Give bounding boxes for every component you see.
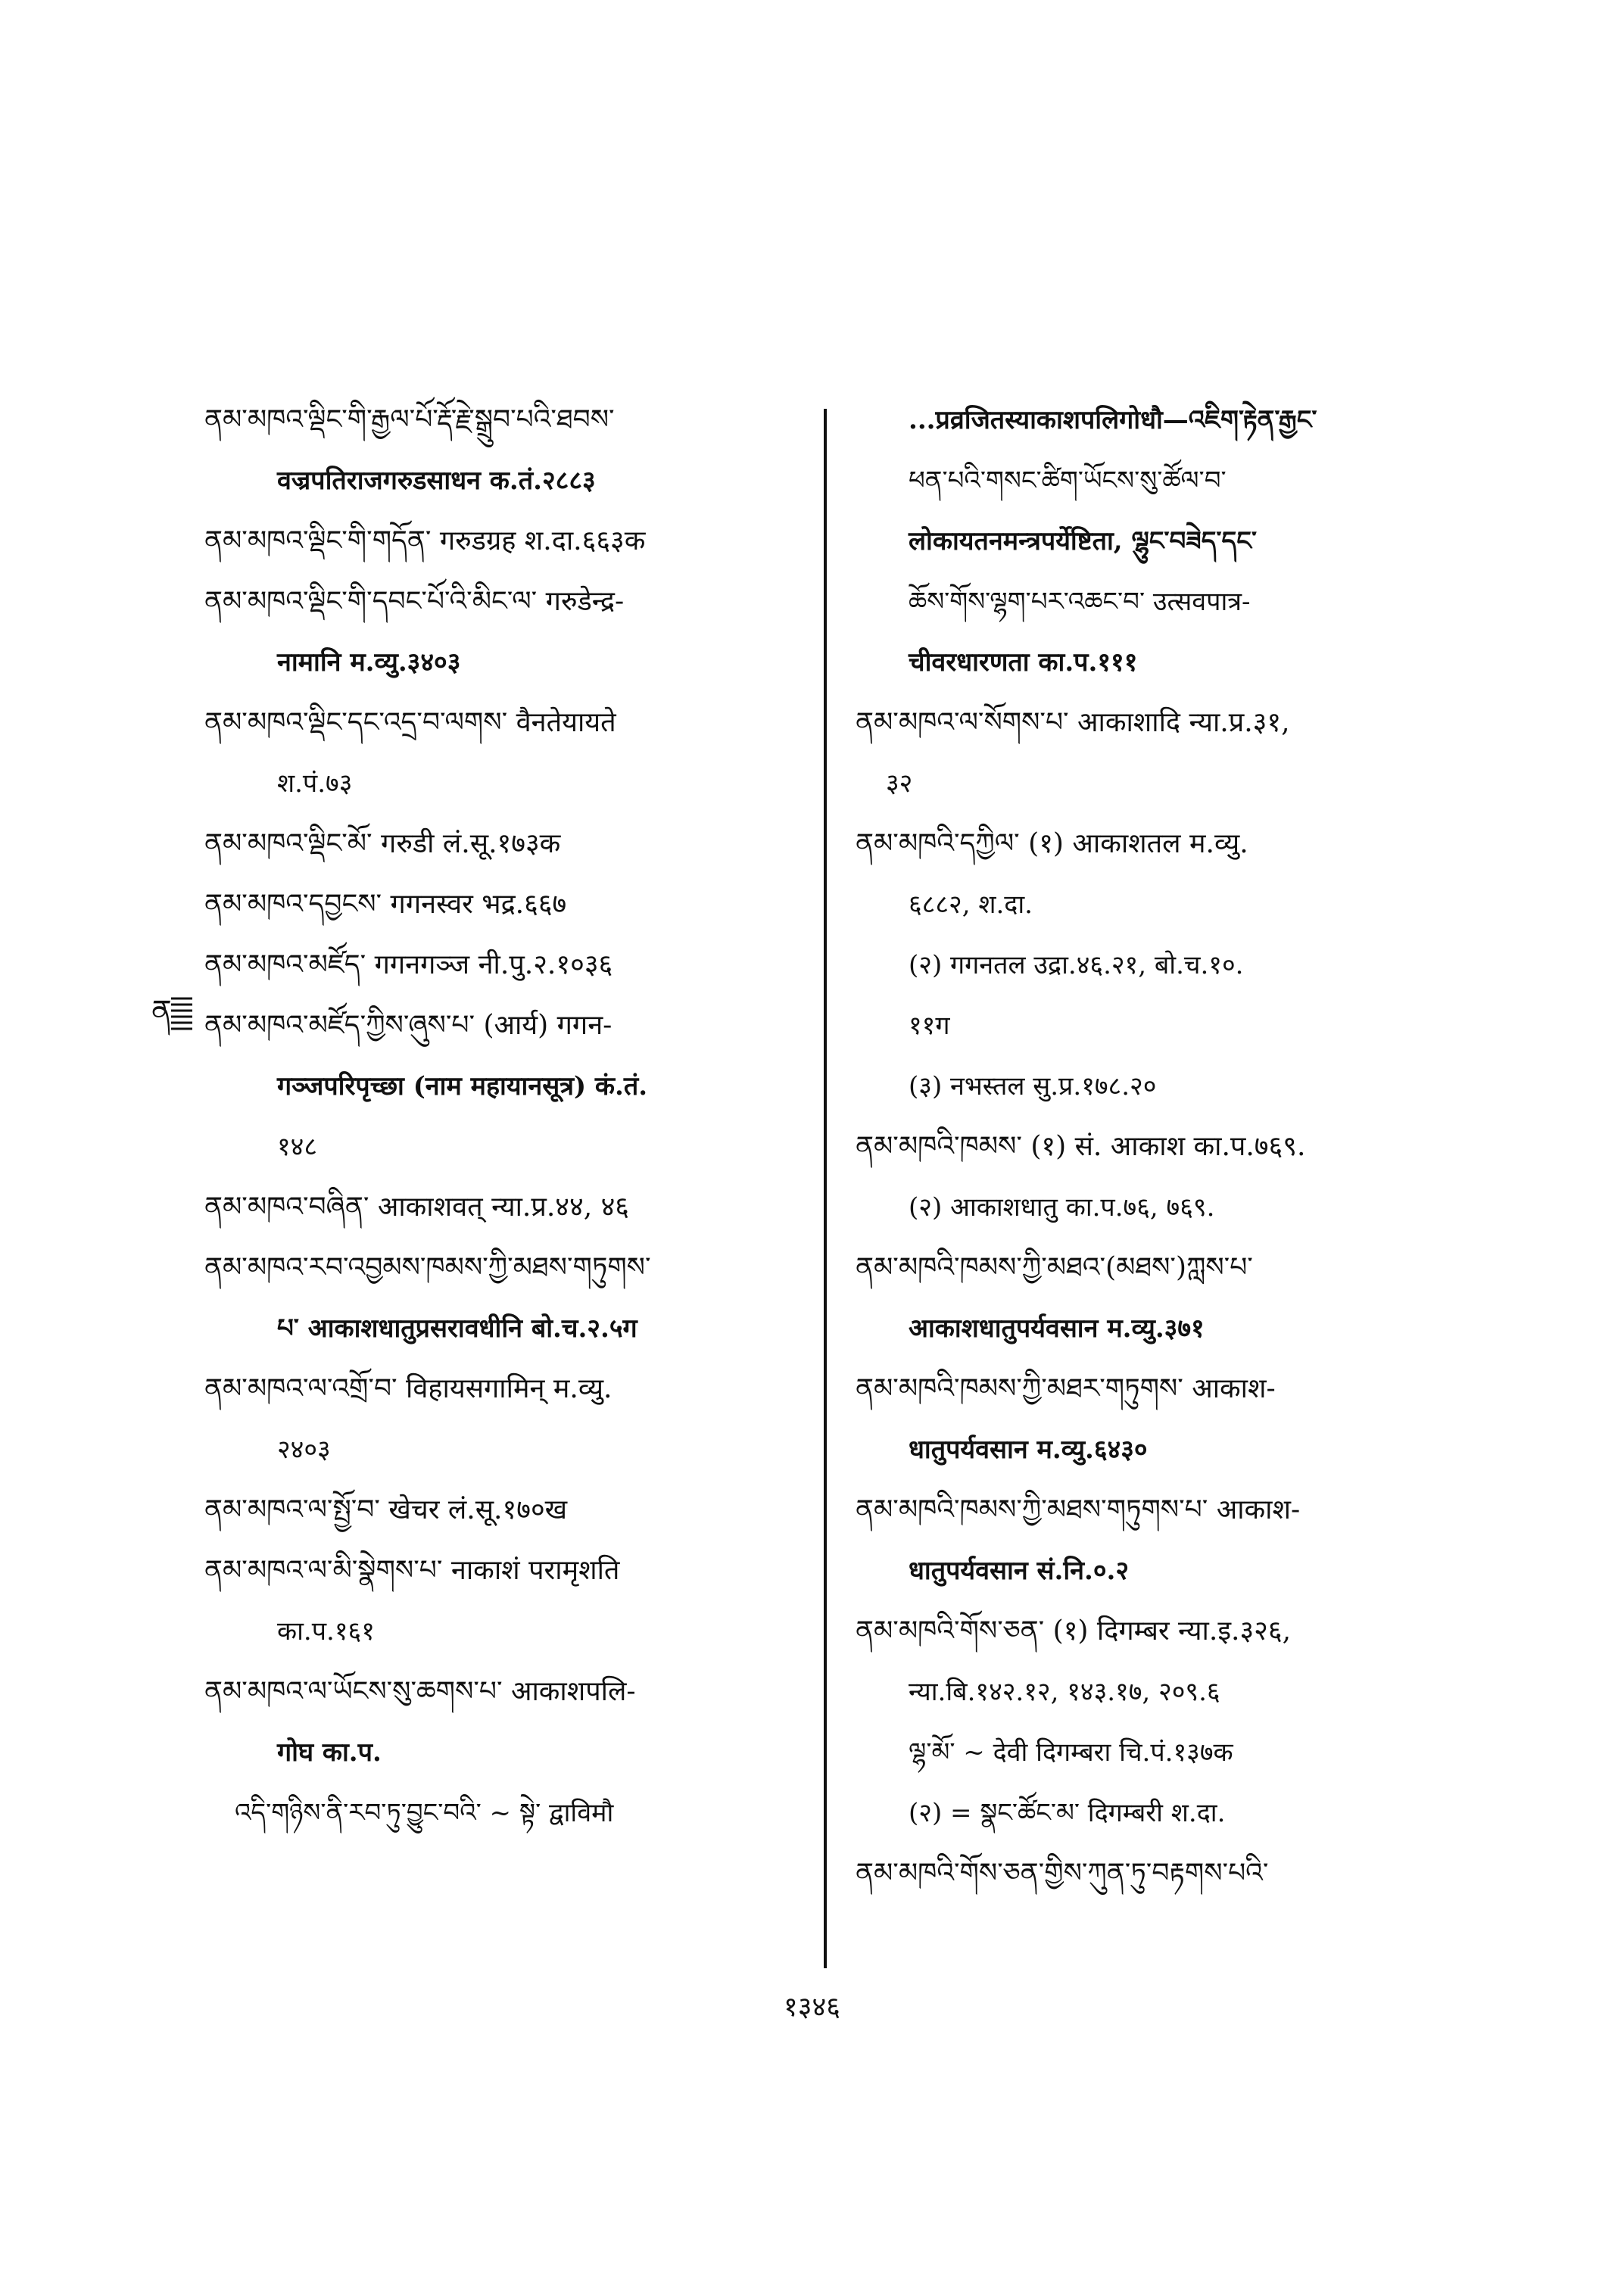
dictionary-line: (२) = སྣང་ཚོང་མ་ दिगम्बरी श.दा. [909,1798,1226,1828]
dictionary-line: आकाशधातुपर्यवसान म.व्यु.३७१ [909,1313,1205,1344]
dictionary-line: འདི་གཉིས་ནི་རབ་ཏུ་བྱུང་བའི་ ~ སྟེ་ द्वाविमौ [235,1798,614,1828]
dictionary-line: ནམ་མཁའ་ལྡིང་དང་འདྲ་བ་ལགས་ वैनतेयायते [204,707,616,738]
dictionary-line: ལྷ་མོ་ ~ देवी दिगम्बरा चि.पं.१३७क [909,1737,1233,1768]
dictionary-line: गञ्जपरिपृच्छा (नाम महायानसूत्र) कं.तं. [277,1071,648,1101]
dictionary-line: ཆོས་གོས་ལྷག་པར་འཆང་བ་ उत्सवपात्र- [909,587,1251,617]
page-number: १३४६ [784,1992,840,2023]
dictionary-line: (३) नभस्तल सु.प्र.१७८.२० [909,1071,1157,1101]
dictionary-line: का.प.१६१ [277,1616,375,1647]
dictionary-line: २४०३ [277,1435,331,1465]
right-column [856,390,1476,1904]
dictionary-line: १४८ [277,1132,318,1162]
margin-thumb-index-mark [151,988,194,1041]
dictionary-line: (२) आकाशधातु का.प.७६, ७६९. [909,1192,1215,1223]
dictionary-line: ནམ་མཁའི་ཁམས་ཀྱི་མཐས་གཏུགས་པ་ आकाश- [856,1494,1301,1525]
dictionary-line: वज्रपतिराजगरुडसाधन क.तं.२८८३ [277,466,596,496]
dictionary-line: ३२ [886,768,913,799]
dictionary-line: ནམ་མཁའ་ལ་སོགས་པ་ आकाशादि न्या.प्र.३१, [856,707,1290,738]
dictionary-line: श.पं.७३ [277,768,353,799]
dictionary-line: ནམ་མཁའ་བཞིན་ आकाशवत् न्या.प्र.४४, ४६ [204,1192,630,1223]
left-column [204,390,825,1843]
dictionary-line: ६८८२, श.दा. [909,889,1033,920]
dictionary-line: धातुपर्यवसान म.व्यु.६४३० [909,1435,1148,1465]
dictionary-line: ནམ་མཁའི་ཁམས་ (१) सं. आकाश का.प.७६९. [856,1131,1306,1162]
dictionary-line: गोघ का.प. [277,1737,382,1768]
dictionary-line: चीवरधारणता का.प.१११ [909,647,1138,678]
dictionary-line: धातुपर्यवसान सं.नि.०.२ [909,1556,1130,1586]
dictionary-line: ནམ་མཁའ་རབ་འབྱམས་ཁམས་ཀྱི་མཐས་གཏུགས་ [204,1252,651,1283]
dictionary-line: ནམ་མཁའི་དཀྱིལ་ (१) आकाशतल म.व्यु. [856,828,1248,859]
column-divider [824,409,827,1968]
dictionary-line: ནམ་མཁའ་ལ་འགྲོ་བ་ विहायसगामिन् म.व्यु. [204,1373,613,1404]
dictionary-line: ནམ་མཁའ་ལྡིང་མོ་ गरुडी लं.सू.१७३क [204,828,561,859]
dictionary-line: लोकायतनमन्त्रपर्येष्टिता, ལྷུང་བཟེད་དང་ [909,526,1257,556]
dictionary-line: ནམ་མཁའི་ཁམས་ཀྱི་མཐའ་(མཐས་)ཀླས་པ་ [856,1252,1253,1283]
dictionary-line: ནམ་མཁའ་ལྡིང་གི་དབང་པོ་འི་མིང་ལ་ गरुडेन्द्र- [204,586,625,617]
dictionary-line: ནམ་མཁའ་ལྡིང་གི་རྒྱལ་པོ་རྡོ་རྗེ་སྒྲུབ་པའི་ཐབས་ [204,404,615,435]
dictionary-line: ནམ་མཁའ་ལ་ཡོངས་སུ་ཆགས་པ་ आकाशपलि- [204,1676,636,1707]
dictionary-line: ནམ་མཁའ་ལྡིང་གི་གདོན་ गरुडग्रह श.दा.६६३क [204,525,646,556]
dictionary-line: ནམ་མཁའི་ཁམས་ཀྱི་མཐར་གཏུགས་ आकाश- [856,1373,1276,1404]
dictionary-line: ११ग [909,1011,950,1041]
dictionary-line: ནམ་མཁའ་མཛོད་ गगनगञ्ज नी.पु.२.१०३६ [204,949,613,980]
svg-text:ན: ན [151,994,172,1029]
dictionary-line: ནམ་མཁའི་གོས་ཅན་གྱིས་ཀུན་ཏུ་བརྟགས་པའི་ [856,1858,1269,1889]
dictionary-line: ཕན་པའི་གསང་ཚིག་ཡོངས་སུ་ཚོལ་བ་ [909,466,1227,496]
dictionary-line: नामानि म.व्यु.३४०३ [277,647,461,678]
dictionary-line: ནམ་མཁའ་ལ་མི་སྣེགས་པ་ नाकाशं परामृशति [204,1555,620,1586]
dictionary-line: པ་ आकाशधातुप्रसरावधीनि बो.च.२.५ग [277,1313,637,1344]
dictionary-line: (२) गगनतल उद्रा.४६.२१, बो.च.१०. [909,950,1244,980]
dictionary-line: ནམ་མཁའ་དབྱངས་ गगनस्वर भद्र.६६७ [204,889,567,920]
dictionary-line: ནམ་མཁའ་ལ་སྤྱོ་བ་ खेचर लं.सू.१७०ख [204,1494,568,1525]
dictionary-line: ནམ་མཁའི་གོས་ཅན་ (१) दिगम्बर न्या.इ.३२६, [856,1615,1292,1647]
dictionary-line: ནམ་མཁའ་མཛོད་ཀྱིས་ཞུས་པ་ (आर्य) गगन- [204,1010,613,1041]
dictionary-line: ...प्रव्रजितस्याकाशपलिगोधौ—འཇིག་རྟེན་རྒྱང་ [909,405,1317,435]
dictionary-line: न्या.बि.१४२.१२, १४३.१७, २०९.६ [909,1677,1220,1707]
